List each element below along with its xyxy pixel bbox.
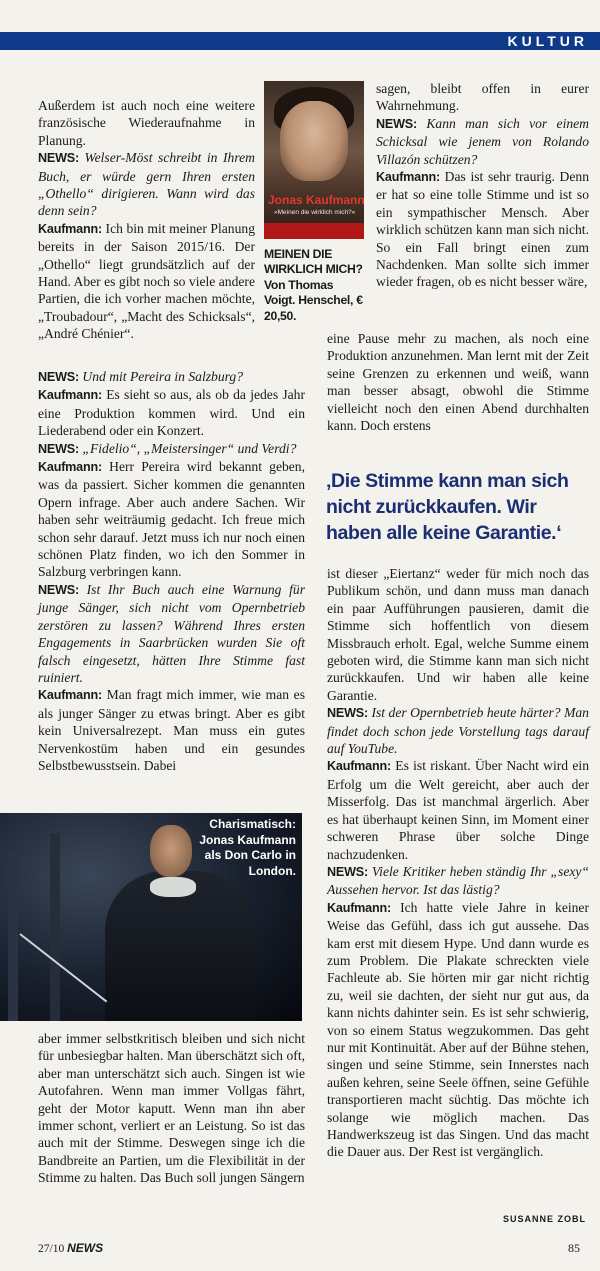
question-text: Viele Kritiker heben ständig Ihr „sexy“ Aussehen hervor. Ist das lästig? <box>327 863 589 898</box>
question <box>327 704 589 757</box>
speaker-label: NEWS: <box>327 864 368 879</box>
footer-issue <box>38 1241 103 1255</box>
stage-column-shape <box>8 853 18 1021</box>
speaker-label: Kaufmann: <box>327 900 391 915</box>
issue-number: 27/10 <box>38 1243 65 1255</box>
section-label: KULTUR <box>507 33 588 49</box>
answer <box>38 458 305 581</box>
question <box>38 368 305 386</box>
paragraph <box>38 97 255 149</box>
article-column-left-top <box>38 97 255 343</box>
answer-text: Man fragt mich immer, wie man es als junger Sänger zu etwas bringt. Aber es gibt kein Universalrezept. Man muss ein gutes Nervenkostüm haben und ein gesundes Selbstbewusstsein. Dabei <box>38 687 305 773</box>
book-cover-subtitle: »Meinen die wirklich mich?« <box>274 209 356 216</box>
question-text: Kann man sich vor einem Schicksal wie jenem von Rolando Villazón schützen? <box>376 115 589 167</box>
speaker-label: NEWS: <box>38 441 79 456</box>
magazine-name: NEWS <box>67 1241 104 1255</box>
speaker-label: Kaufmann: <box>327 759 391 774</box>
answer-text: Ich hatte viele Jahre in keiner Weise das Gefühl, dass ich gut aussehe. Das kam erst mit diesem Hype. Und dann wurde es zum Problem. Die Plakate schreckten viele Fachleute ab. Sie hörten mir gar nicht richtig zu, weil sie dachten, der sieht nur gut aus, da kann nichts dahinter sein. Es ist sehr schwierig, von so einem Status wegzukommen. Das geht nur mit Kontinuität. Aber auf der Bühne stehen, singen und seine Stimme, sein Innerstes nach außen kehren, seine Seele öffnen, seine Gefühle transportieren macht süchtig. Das möchte ich solange wie möglich machen. Das Handwerkszeug ist das Singen. Und das macht die Dauer aus. Der Rest ist vergänglich. <box>327 899 589 1160</box>
answer-text: Es ist riskant. Über Nacht wird ein Erfolg um die Welt gereicht, aber auch der Misserfolg. Das ist manchmal ärgerlich. Aber es hat überhaupt keinen Sinn, im Moment einer schweren Phrase über solche Dinge nachzudenken. <box>327 758 589 862</box>
book-caption: MEINEN DIE WIRKLICH MICH? Von Thomas Voigt. Henschel, € 20,50. <box>264 247 363 323</box>
answer <box>376 168 589 291</box>
opera-photo <box>0 813 302 1021</box>
question <box>327 863 589 899</box>
page-number: 85 <box>568 1241 580 1255</box>
speaker-label: Kaufmann: <box>38 460 102 475</box>
paragraph-text: eine Pause mehr zu machen, als noch eine Produktion anzunehmen. Man lernt mit der Zeit seine Grenzen zu erkennen und weiß, wann man besser absagt, obwohl die Stimme vielleicht noch den einen Abend durchhalten kann. Doch erstens <box>327 331 589 434</box>
question-text: „Fidelio“, „Meistersinger“ und Verdi? <box>82 440 297 456</box>
paragraph-text: sagen, bleibt offen in eurer Wahrnehmung. <box>376 81 589 114</box>
question-text: Und mit Pereira in Salzburg? <box>82 369 243 384</box>
answer <box>38 386 305 439</box>
speaker-label: NEWS: <box>38 370 79 384</box>
speaker-label: Kaufmann: <box>38 221 102 236</box>
stage-column-shape <box>50 833 60 1021</box>
speaker-label: NEWS: <box>38 151 79 166</box>
sword-shape <box>19 933 107 1002</box>
question-text: Ist Ihr Buch auch eine Warnung für junge Sänger, sich nicht vom Opernbetrieb zerstören zu lassen? Während Ihres ersten Engagements in Saarbrücken wurden Sie oft falsch eingesetzt, hätten Ihre Stimme fast ruiniert. <box>38 581 305 685</box>
question <box>38 149 255 220</box>
question-text: Welser-Möst schreibt in Ihrem Buch, er würde gern Ihren ersten „Othello“ dirigieren. Wann wird das denn sein? <box>38 150 255 219</box>
article-column-right-bottom <box>327 565 589 1161</box>
article-column-left-bottom <box>38 1030 305 1187</box>
pull-quote: ‚Die Stimme kann man sich nicht zurückkaufen. Wir haben alle keine Garantie.‘ <box>326 470 569 544</box>
paragraph <box>327 565 589 704</box>
answer <box>38 220 255 343</box>
book-cover-title: Jonas Kaufmann <box>268 193 365 207</box>
answer <box>327 899 589 1161</box>
paragraph-text: ist dieser „Eiertanz“ weder für mich noch das Publikum schön, und dann muss man danach ein paar Aufführungen pausieren, damit die Stimme sich hoffentlich von diesem Missbrauch erholt. Egal, welche Summe einem geboten wird, die Stimme kann man sich nicht zurückkaufen. Und wir haben alle keine Garantie. <box>327 566 589 703</box>
paragraph <box>376 80 589 115</box>
paragraph-text: aber immer selbstkritisch bleiben und sich nicht für unbesiegbar halten. Man überschätzt sich oft, aber man unterschätzt sich auch. Singen ist wie Autofahren. Wenn man immer Vollgas fährt, geht der Motor kaputt. Wenn man ihn aber immer schont, verliert er an Leistung. So ist das auch mit der Stimme. Deswegen singe ich die Bandbreite an Partien, um die Flexibilität in der Stimme zu halten. Das Buch soll jungen Sängern <box>38 1031 305 1186</box>
speaker-label: NEWS: <box>38 582 79 597</box>
book-cover-band <box>264 223 364 239</box>
speaker-label: Kaufmann: <box>38 688 102 703</box>
paragraph-text: Außerdem ist auch noch eine weitere französische Wiederaufnahme in Planung. <box>38 98 255 148</box>
speaker-label: NEWS: <box>327 706 368 721</box>
question <box>38 440 305 458</box>
photo-caption: Charismatisch: Jonas Kaufmann als Don Carlo in London. <box>199 817 296 878</box>
speaker-label: Kaufmann: <box>38 388 102 403</box>
answer <box>38 686 305 774</box>
answer-text: Das ist sehr traurig. Denn er hat so eine tolle Stimme und ist so ein sympathischer Mensch. Aber wirklich schützen kann man sich nicht. So ein Fall bringt einen zum Nachdenken. Man sollte sich immer wieder fragen, ob es nicht besser wäre, <box>376 169 589 290</box>
article-column-left-mid <box>38 368 305 774</box>
paragraph <box>38 1030 305 1187</box>
answer-text: Herr Pereira wird bekannt geben, was da passiert. Sicher kommen die genannten Opern infrage. Aber auch andere Sachen. Wir haben sehr weiträumig gedacht. Ich freue mich schon sehr darauf. Jetzt muss ich nur noch einen schönen Platz finden, wo ich den Sommer in Salzburg verbringen kann. <box>38 459 305 580</box>
cover-portrait-face <box>280 101 348 181</box>
question-text: Ist der Opernbetrieb heute härter? Man findet doch schon jede Vorstellung tags darauf auf YouTube. <box>327 705 589 757</box>
answer <box>327 757 589 862</box>
answer-text: Ich bin mit meiner Planung bereits in der Saison 2015/16. Der „Othello“ liegt grundsätzlich auf der Hand. Aber es gibt noch so viele andere Partien, die ich vorher machen möchte, „Troubadour“, „Macht des Schicksals“, „André Chénier“. <box>38 220 255 342</box>
article-column-right-wide <box>327 330 589 434</box>
author-byline: SUSANNE ZOBL <box>502 1214 586 1224</box>
speaker-label: Kaufmann: <box>376 170 440 185</box>
speaker-label: NEWS: <box>376 116 417 131</box>
singer-collar <box>150 877 196 897</box>
paragraph <box>327 330 589 434</box>
book-cover-image <box>264 81 364 239</box>
question <box>38 581 305 686</box>
answer-text: Es sieht so aus, als ob da jedes Jahr eine Produktion kommen wird. Und ein Liederabend oder ein Konzert. <box>38 387 305 439</box>
article-column-right-top <box>376 80 589 291</box>
question <box>376 115 589 168</box>
